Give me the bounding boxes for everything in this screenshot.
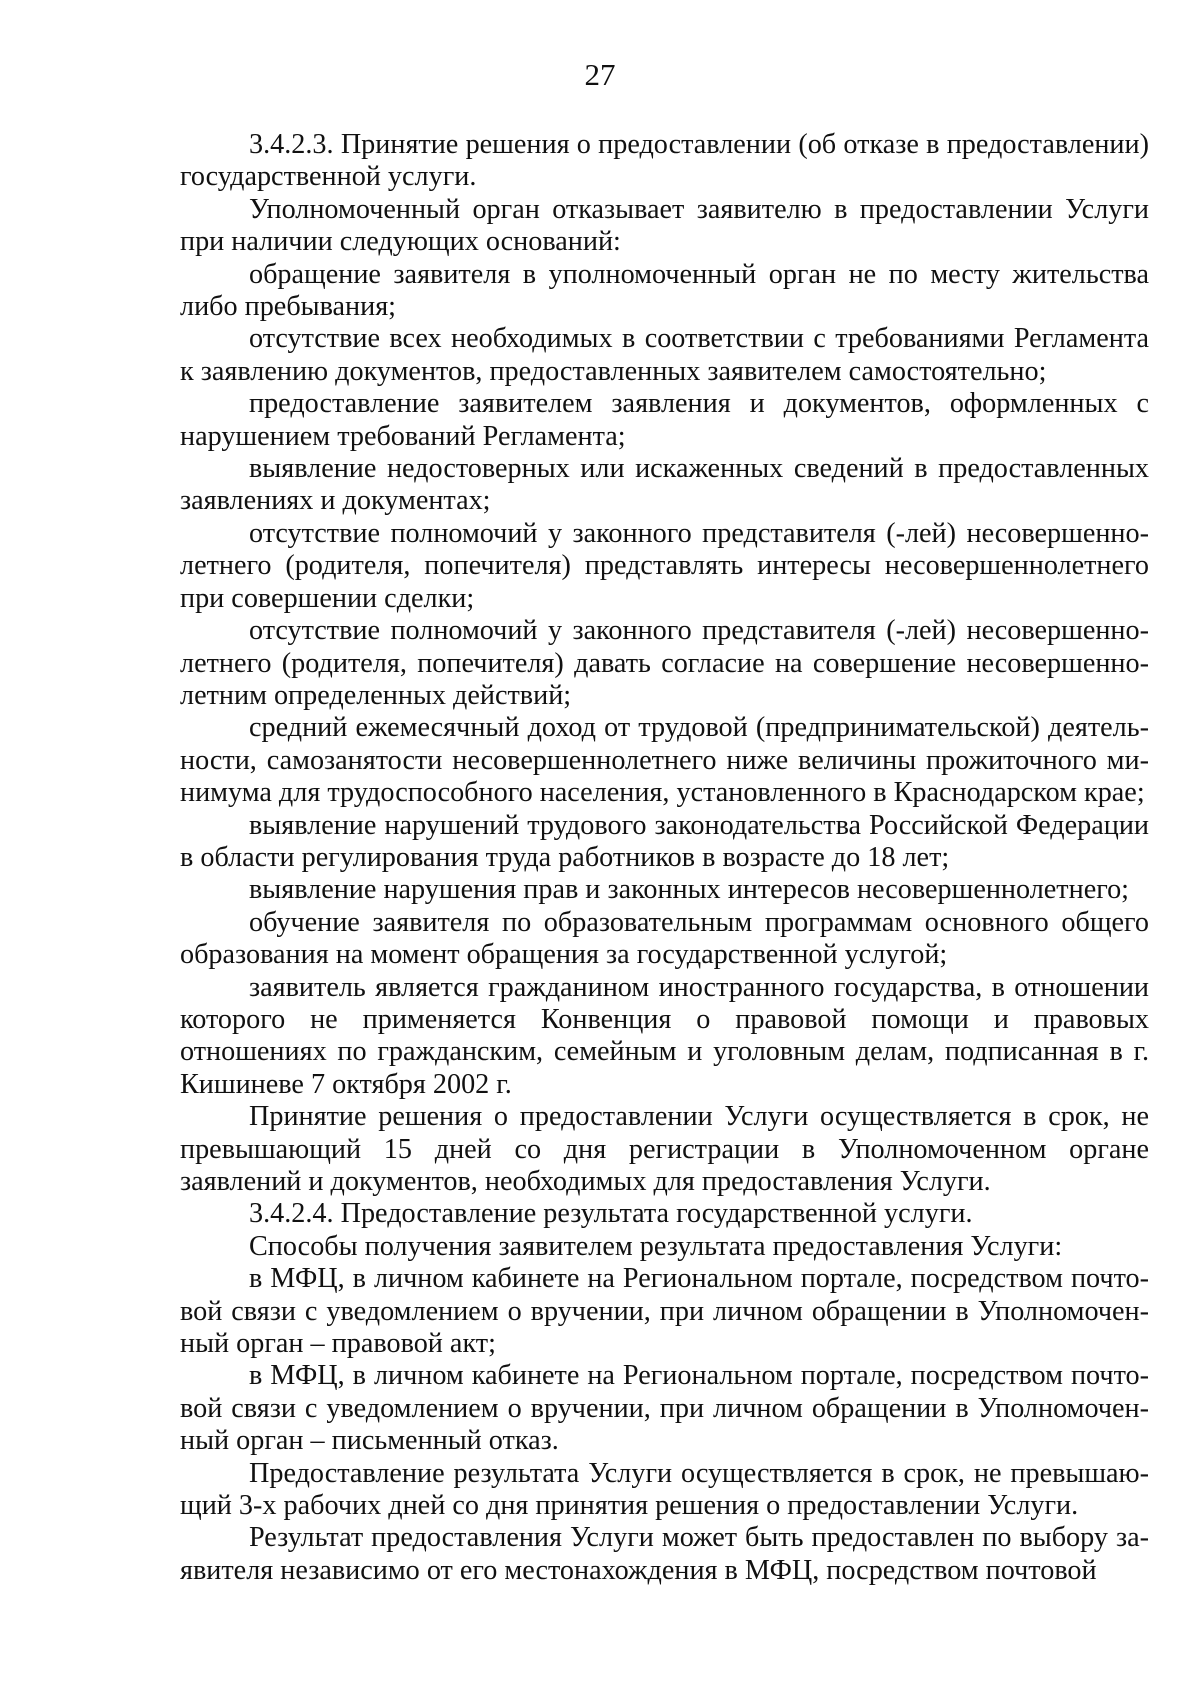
paragraph-decision-deadline: Принятие решения о предоставлении Услуги осуществляется в срок, не превышающий 15 дней со дня регистрации в Уполномоченном органе заявлений и документов, необходимых для предоставления Услуги. [180,1101,1149,1197]
section-heading-3-4-2-4: 3.4.2.4. Предоставление результата государственной услуги. [249,1198,973,1230]
page-number: 27 [584,57,616,92]
list-item: обращение заявителя в уполномоченный орган не по месту жительства либо пребывания; [180,258,1149,323]
list-item: отсутствие всех необходимых в соответствии с требованиями Регламента к заявлению документов, предоставленных заявителем самостоятельно; [180,323,1149,387]
list-item: обучение заявителя по образовательным программам основного общего образования на момент обращения за государственной услугой; [180,906,1149,971]
list-item: предоставление заявителем заявления и документов, оформленных с нарушением требований Регламента; [180,388,1149,452]
list-item: выявление недостоверных или искаженных сведений в предоставленных заявлениях и документах; [180,453,1149,517]
list-item: выявление нарушений трудового законодательства Российской Федерации в области регулирования труда работников в возрасте до 18 лет; [180,809,1149,873]
paragraph-result-delivery: Результат предоставления Услуги может быть предоставлен по выбору заявителя независимо от его местонахождения в МФЦ, посредством почтовой [180,1522,1149,1586]
list-item: отсутствие полномочий у законного представителя (-лей) несовершеннолетнего (родителя, попечителя) давать согласие на совершение несовершеннолетним определенных действий; [180,615,1149,711]
document-body [180,129,1149,1587]
paragraph-result-deadline: Предоставление результата Услуги осуществляется в срок, не превышающий 3-х рабочих дней со дня принятия решения о предоставлении Услуги. [180,1457,1149,1522]
list-item: средний ежемесячный доход от трудовой (предпринимательской) деятельности, самозанятости несовершеннолетнего ниже величины прожиточного минимума для трудоспособного населения, установленного в Краснодарском крае; [180,712,1149,809]
list-item: отсутствие полномочий у законного представителя (-лей) несовершеннолетнего (родителя, попечителя) представлять интересы несовершеннолетнего при совершении сделки; [180,517,1149,614]
paragraph-result-methods-intro: Способы получения заявителем результата предоставления Услуги: [249,1230,1063,1262]
list-item: заявитель является гражданином иностранного государства, в отношении которого не применяется Конвенция о правовой помощи и правовых отношениях по гражданским, семейным и уголовным делам, подписанная в г. Кишиневе 7 октября 2002 г. [180,971,1149,1100]
list-item: выявление нарушения прав и законных интересов несовершеннолетнего; [249,874,1129,906]
section-heading-3-4-2-3: 3.4.2.3. Принятие решения о предоставлении (об отказе в предоставлении) государственной услуги. [180,129,1149,193]
list-item: в МФЦ, в личном кабинете на Региональном портале, посредством почтовой связи с уведомлением о вручении, при личном обращении в Уполномоченный орган – письменный отказ. [180,1360,1149,1457]
paragraph-refusal-grounds-intro: Уполномоченный орган отказывает заявителю в предоставлении Услуги при наличии следующих оснований: [180,193,1149,258]
list-item: в МФЦ, в личном кабинете на Региональном портале, посредством почтовой связи с уведомлением о вручении, при личном обращении в Уполномоченный орган – правовой акт; [180,1263,1149,1360]
